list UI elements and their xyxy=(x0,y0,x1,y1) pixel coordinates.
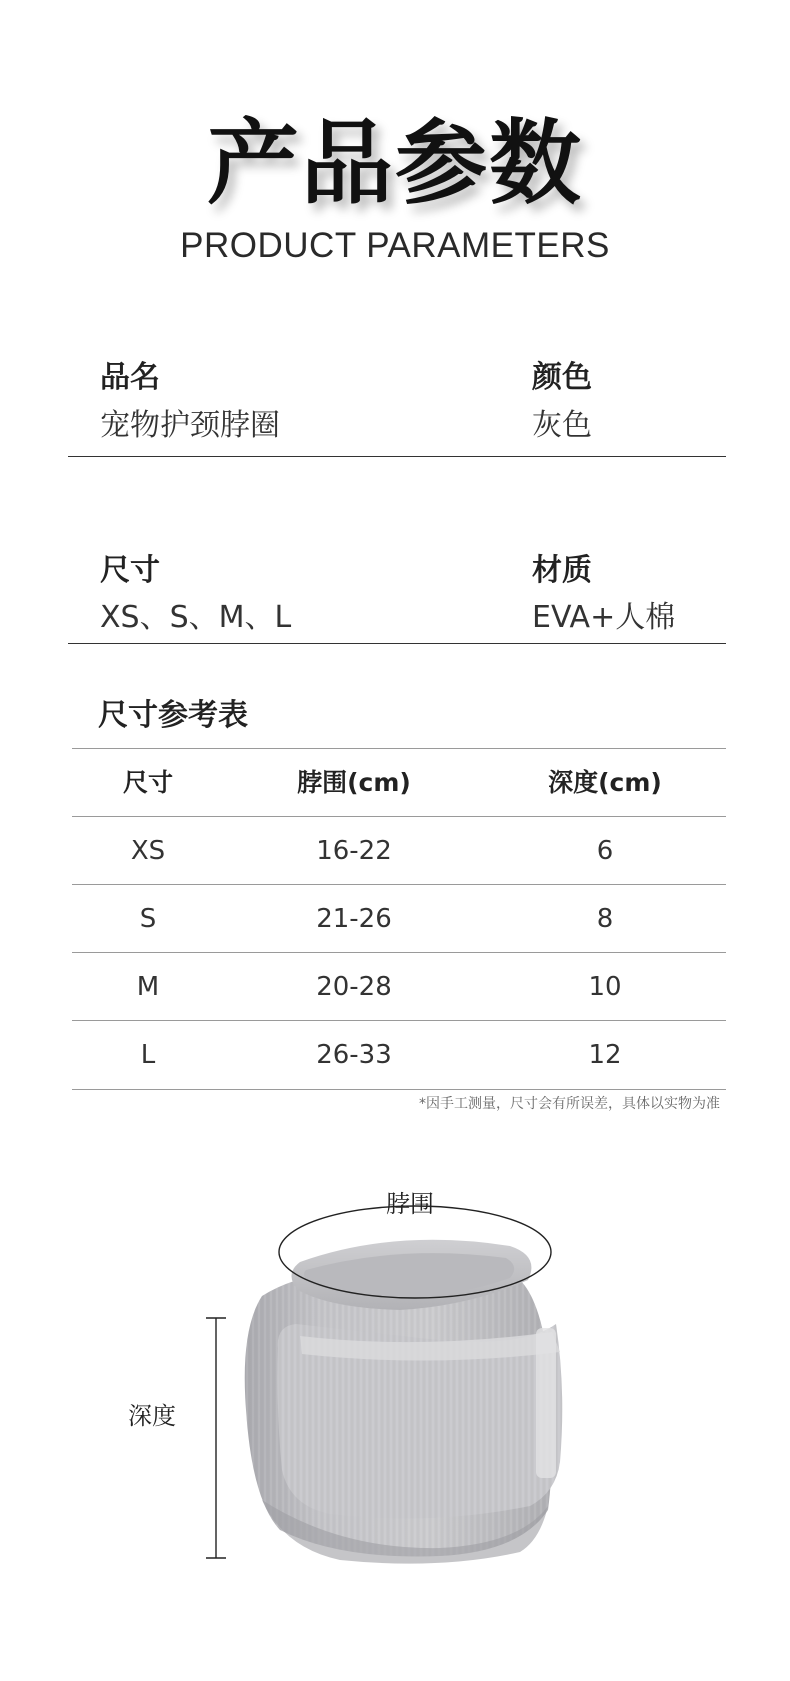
table-cell: 6 xyxy=(596,836,614,866)
spec-size-value: XS、S、M、L xyxy=(100,600,292,635)
table-cell: 21-26 xyxy=(316,904,392,934)
spec-divider xyxy=(68,456,726,457)
table-cell: L xyxy=(140,1040,156,1070)
depth-label: 深度 xyxy=(128,1402,176,1430)
spec-divider xyxy=(68,643,726,644)
table-cell: 26-33 xyxy=(316,1040,392,1070)
size-table-title: 尺寸参考表 xyxy=(98,698,248,733)
table-cell: S xyxy=(139,904,157,934)
table-row xyxy=(72,952,726,1021)
page-title: 产品参数 xyxy=(206,110,583,217)
spec-name-label: 品名 xyxy=(100,360,160,395)
spec-name-value: 宠物护颈脖圈 xyxy=(100,408,280,443)
table-cell: 8 xyxy=(596,904,614,934)
table-cell: 10 xyxy=(588,972,622,1002)
spec-color-label: 颜色 xyxy=(532,360,592,395)
measurement-note: *因手工测量，尺寸会有所误差，具体以实物为准 xyxy=(419,1096,720,1112)
collar-diagram xyxy=(0,1200,790,1570)
table-cell: 16-22 xyxy=(316,836,392,866)
table-cell: 20-28 xyxy=(316,972,392,1002)
circumference-label: 脖围 xyxy=(386,1190,434,1218)
table-header-cell: 脖围(cm) xyxy=(297,768,411,797)
table-header-cell: 深度(cm) xyxy=(548,768,662,797)
spec-material-value: EVA+人棉 xyxy=(532,600,676,635)
table-row xyxy=(72,1020,726,1090)
table-row xyxy=(72,884,726,953)
table-row xyxy=(72,816,726,885)
spec-color-value: 灰色 xyxy=(532,408,592,443)
table-header-cell: 尺寸 xyxy=(122,768,173,797)
table-cell: M xyxy=(136,972,160,1002)
table-cell: 12 xyxy=(588,1040,622,1070)
spec-material-label: 材质 xyxy=(532,553,592,588)
spec-size-label: 尺寸 xyxy=(100,553,160,588)
collar-image xyxy=(245,1240,563,1564)
depth-dimension-line xyxy=(206,1318,226,1558)
table-header-row xyxy=(72,748,726,817)
table-cell: XS xyxy=(130,836,166,866)
page-subtitle: PRODUCT PARAMETERS xyxy=(180,226,610,265)
